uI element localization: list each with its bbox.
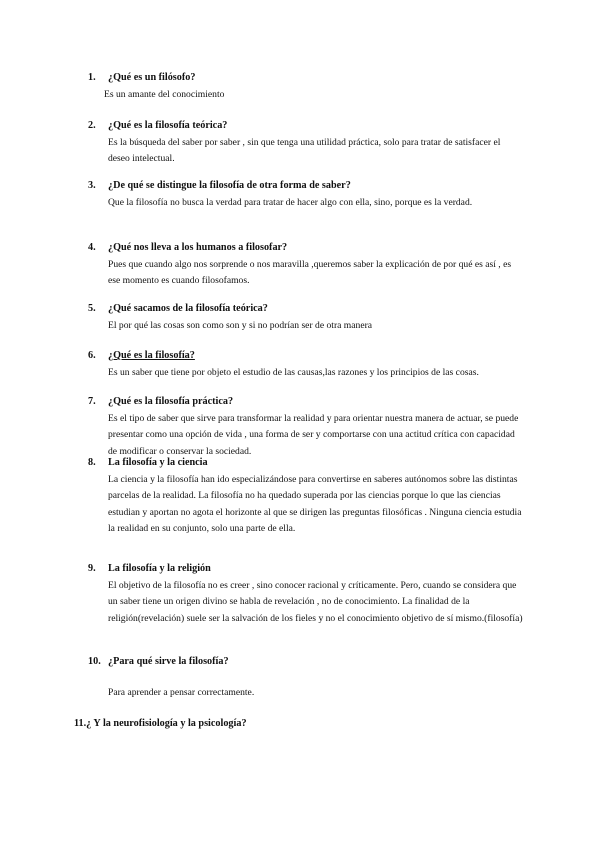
question-number: 10. (88, 656, 101, 667)
question-answer: Para aprender a pensar correctamente. (108, 687, 255, 698)
question-title: ¿Qué sacamos de la filosofía teórica? (108, 303, 268, 314)
question-number: 3. (88, 180, 96, 191)
question-number: 9. (88, 563, 96, 574)
question-answer: Es la búsqueda del saber por saber , sin que tenga una utilidad práctica, solo para tratar de satisfacer el deseo intelectual. (108, 137, 501, 165)
question-number: 7. (88, 396, 96, 407)
question-answer: Es el tipo de saber que sirve para transformar la realidad y para orientar nuestra manera de actuar, se puede presentar como una opción de vida , una forma de ser y comportarse con una actitud crítica con capacidad de modificar o conservar la sociedad. (108, 413, 519, 457)
question-answer: El por qué las cosas son como son y si no podrían ser de otra manera (108, 320, 373, 331)
question-title: ¿Qué nos lleva a los humanos a filosofar? (108, 242, 288, 253)
question-answer: Que la filosofía no busca la verdad para tratar de hacer algo con ella, sino, porque es la verdad. (108, 197, 473, 208)
question-title: La filosofía y la religión (108, 563, 211, 574)
question-title: ¿De qué se distingue la filosofía de otra forma de saber? (108, 180, 351, 191)
question-answer: Es un amante del conocimiento (104, 89, 225, 100)
question-title: ¿Qué es la filosofía teórica? (108, 120, 228, 131)
question-title: ¿Qué es la filosofía práctica? (108, 396, 234, 407)
question-number: 6. (88, 350, 96, 361)
question-answer: Es un saber que tiene por objeto el estudio de las causas,las razones y los principios de las cosas. (108, 367, 479, 378)
question-number: 4. (88, 242, 96, 253)
question-answer: Pues que cuando algo nos sorprende o nos maravilla ,queremos saber la explicación de por qué es así , es ese momento es cuando filosofamos. (108, 259, 512, 287)
question-title: La filosofía y la ciencia (108, 457, 208, 468)
question-title: ¿Qué es la filosofía? (108, 350, 195, 361)
question-answer: La ciencia y la filosofía han ido especializándose para convertirse en saberes autónomos sobre las distintas parcelas de la realidad. La filosofía no ha quedado superada por las ciencias porque lo que las ciencias estudian y aportan no agota el horizonte al que se dirigen las preguntas filosóficas . Ninguna ciencia estudia la realidad en su conjunto, solo una parte de ella. (108, 474, 522, 534)
question-title: ¿Para qué sirve la filosofía? (108, 656, 229, 667)
question-answer: El objetivo de la filosofía no es creer , sino conocer racional y críticamente. Pero, cuando se considera que un saber tiene un origen divino se habla de revelación , no de conocimiento. La finalidad de la religión(revelación) suele ser la salvación de los fieles y no el conocimiento objetivo de sí mismo.(filosofía) (108, 580, 523, 624)
question-title: ¿Qué es un filósofo? (108, 72, 196, 83)
final-question-heading: 11.¿ Y la neurofisiología y la psicología? (74, 718, 247, 729)
question-number: 1. (88, 72, 96, 83)
question-number: 2. (88, 120, 96, 131)
question-number: 8. (88, 457, 96, 468)
question-number: 5. (88, 303, 96, 314)
